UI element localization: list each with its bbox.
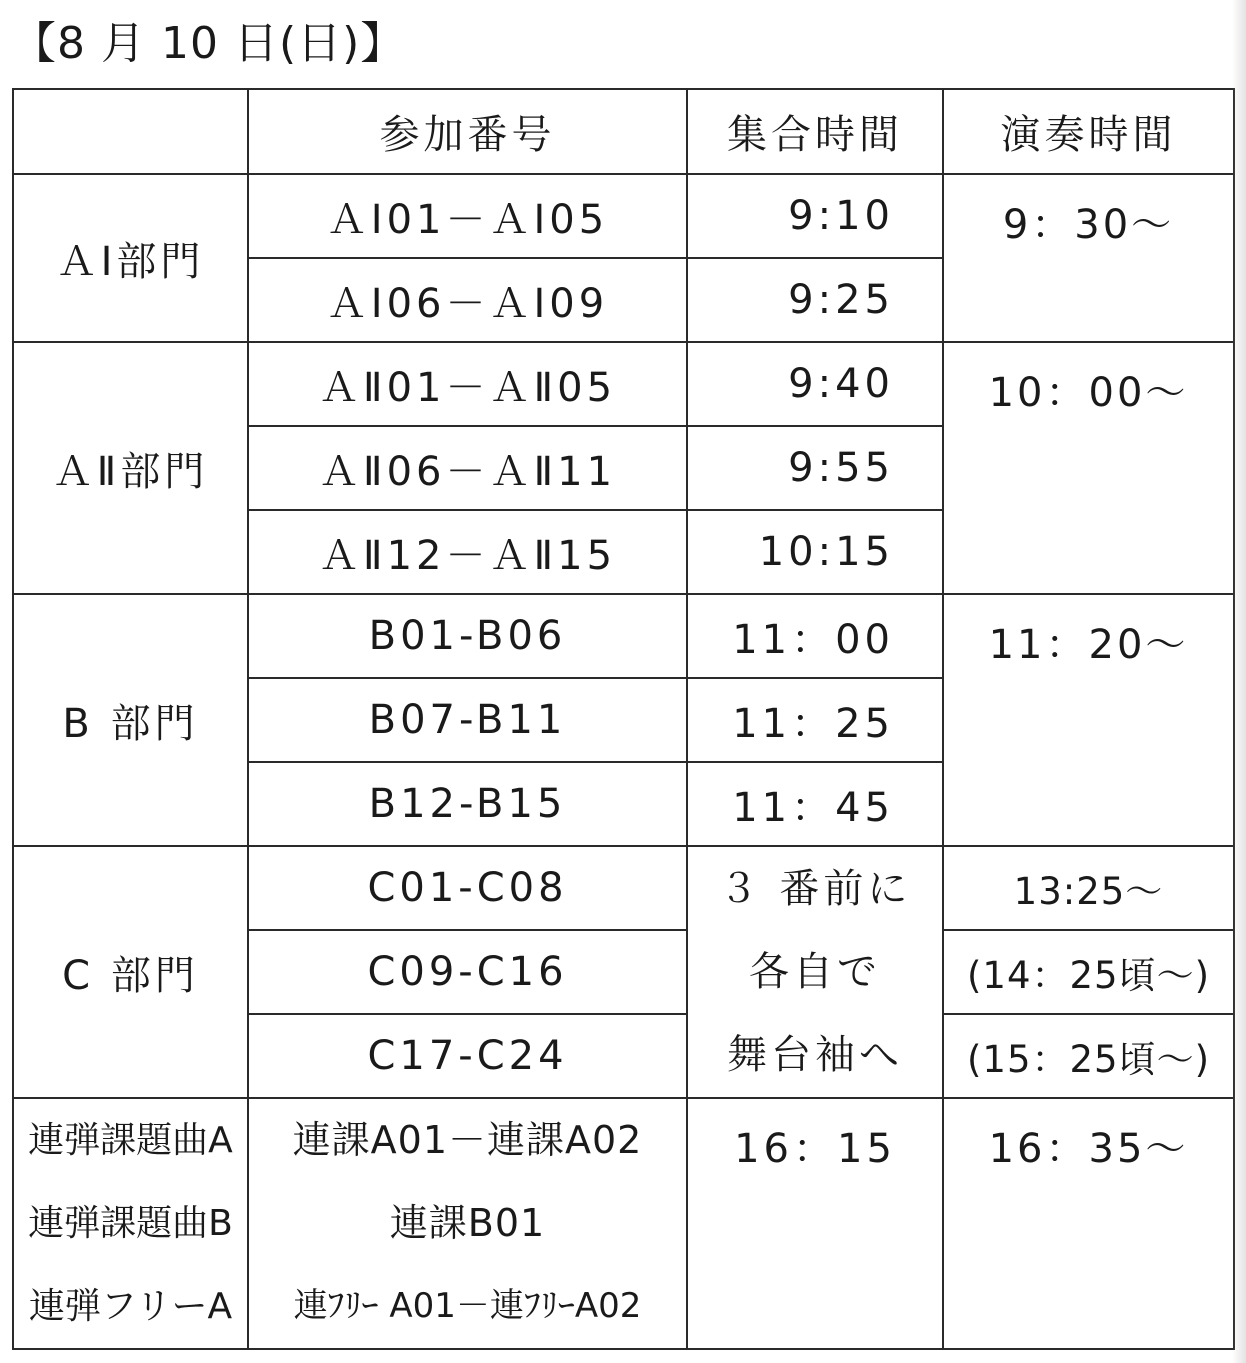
header-performance-time: 演奏時間	[943, 89, 1234, 174]
table-row	[13, 1098, 1234, 1349]
table-row	[13, 174, 1234, 258]
performance-time-duet: 16：35～	[943, 1098, 1234, 1349]
division-duet	[13, 1098, 248, 1349]
performance-time-cell: (15：25頃～)	[943, 1014, 1234, 1098]
duet-entry-number: 連課A01－連課A02	[292, 1118, 643, 1162]
table-header-row	[13, 89, 1234, 174]
duet-division-label: 連弾フリーA	[28, 1286, 233, 1327]
entry-number-cell: B12-B15	[248, 762, 687, 846]
entry-number-cell: B01-B06	[248, 594, 687, 678]
table-row	[13, 342, 1234, 426]
header-gathering-time: 集合時間	[687, 89, 943, 174]
entry-number-cell: ＡⅡ12－ＡⅡ15	[248, 510, 687, 594]
entry-number-cell: ＡⅡ06－ＡⅡ11	[248, 426, 687, 510]
page-edge-shadow	[1232, 0, 1246, 1363]
gathering-time-cell: 11：00	[687, 594, 943, 678]
gathering-time-cell: 9:55	[687, 426, 943, 510]
table-row	[13, 846, 1234, 930]
table-row	[13, 594, 1234, 678]
duet-entry-number: 連課B01	[389, 1201, 546, 1245]
performance-time-cell: 13:25～	[943, 846, 1234, 930]
schedule-table	[12, 88, 1235, 1350]
header-entry-number: 参加番号	[248, 89, 687, 174]
gathering-note-line: 各自で	[749, 948, 881, 995]
performance-time-a2: 10：00～	[943, 342, 1234, 594]
gathering-note-c	[687, 846, 943, 1098]
entry-number-cell: ＡⅠ01－ＡⅠ05	[248, 174, 687, 258]
page-title: 【8 月 10 日(日)】	[12, 18, 406, 69]
gathering-time-cell: 9:40	[687, 342, 943, 426]
gathering-time-cell: 9:10	[687, 174, 943, 258]
entry-number-duet	[248, 1098, 687, 1349]
gathering-note-line: 舞台袖へ	[727, 1031, 903, 1078]
gathering-time-cell: 9:25	[687, 258, 943, 342]
gathering-time-cell: 11：25	[687, 678, 943, 762]
division-c: C 部門	[13, 846, 248, 1098]
entry-number-cell: C09-C16	[248, 930, 687, 1014]
performance-time-a1: 9：30～	[943, 174, 1234, 342]
entry-number-cell: ＡⅠ06－ＡⅠ09	[248, 258, 687, 342]
header-division	[13, 89, 248, 174]
entry-number-cell: C17-C24	[248, 1014, 687, 1098]
entry-number-cell: C01-C08	[248, 846, 687, 930]
performance-time-cell: (14：25頃～)	[943, 930, 1234, 1014]
duet-division-label: 連弾課題曲A	[28, 1120, 233, 1161]
gathering-time-cell: 10:15	[687, 510, 943, 594]
duet-entry-number: 連ﾌﾘｰ A01－連ﾌﾘｰA02	[293, 1286, 642, 1326]
division-b: B 部門	[13, 594, 248, 846]
entry-number-cell: ＡⅡ01－ＡⅡ05	[248, 342, 687, 426]
gathering-time-cell: 11：45	[687, 762, 943, 846]
gathering-time-duet: 16：15	[687, 1098, 943, 1349]
division-a1: ＡⅠ部門	[13, 174, 248, 342]
duet-division-label: 連弾課題曲B	[28, 1203, 233, 1244]
division-a2: ＡⅡ部門	[13, 342, 248, 594]
performance-time-b: 11：20～	[943, 594, 1234, 846]
gathering-note-line: ３ 番前に	[718, 865, 912, 912]
entry-number-cell: B07-B11	[248, 678, 687, 762]
